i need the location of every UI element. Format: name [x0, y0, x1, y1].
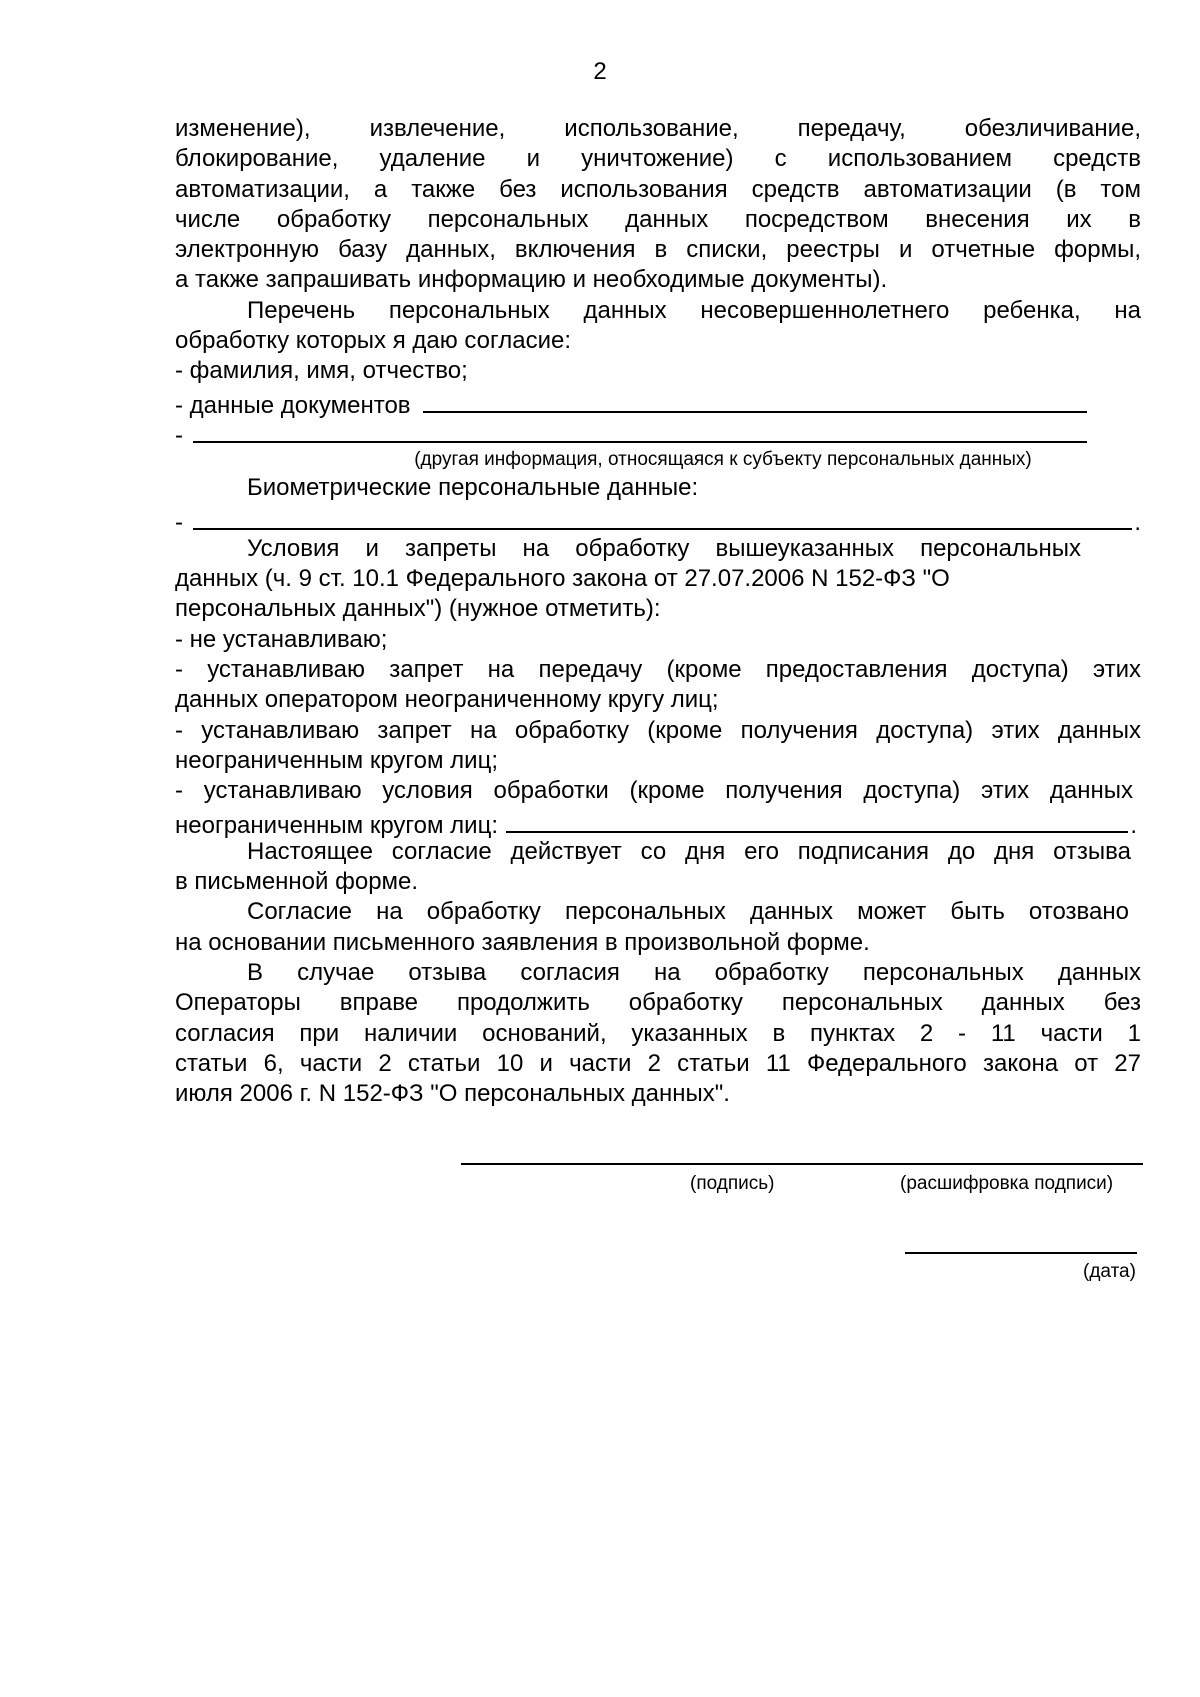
text-line: Операторы вправе продолжить обработку персональных данных без — [175, 989, 1141, 1017]
text-line: изменение), извлечение, использование, передачу, обезличивание, — [175, 115, 1141, 142]
paragraph-start: Биометрические персональные данные: — [247, 474, 699, 502]
paragraph-start: Настоящее согласие действует со дня его подписания до дня отзыва — [247, 837, 1131, 865]
documents-label: - данные документов — [175, 391, 411, 419]
text-line: статьи 6, части 2 статьи 10 и части 2 статьи 11 Федерального закона от 27 — [175, 1049, 1141, 1077]
paragraph-start: Согласие на обработку персональных данных может быть отозвано — [247, 898, 1129, 926]
conditions-field-row — [175, 807, 1141, 837]
list-item: - устанавливаю запрет на обработку (кроме получения доступа) этих данных — [175, 716, 1141, 744]
list-item: - устанавливаю условия обработки (кроме получения доступа) этих данных — [175, 777, 1133, 805]
page-number: 2 — [593, 58, 607, 85]
text-line: данных оператором неограниченному кругу лиц; — [175, 686, 719, 714]
text-line: автоматизации, а также без использования средств автоматизации (в том — [175, 175, 1141, 203]
date-caption: (дата) — [1083, 1261, 1136, 1282]
biometric-field-row — [175, 504, 1141, 534]
text-line: данных (ч. 9 ст. 10.1 Федерального закона от 27.07.2006 N 152-ФЗ "О — [175, 565, 950, 593]
conditions-blank-line[interactable] — [506, 807, 1128, 833]
text-line: персональных данных") (нужное отметить): — [175, 595, 661, 623]
text-line: электронную базу данных, включения в списки, реестры и отчетные формы, — [175, 236, 1141, 264]
date-line[interactable] — [905, 1252, 1137, 1254]
signature-line[interactable] — [461, 1163, 1143, 1165]
list-item: - устанавливаю запрет на передачу (кроме предоставления доступа) этих — [175, 656, 1141, 684]
text-line: числе обработку персональных данных посредством внесения их в — [175, 205, 1141, 233]
text-line: а также запрашивать информацию и необходимые документы). — [175, 266, 888, 294]
text-line: блокирование, удаление и уничтожение) с использованием средств — [175, 145, 1141, 173]
conditions-label: неограниченным кругом лиц: — [175, 811, 498, 839]
paragraph-start: Условия и запреты на обработку вышеуказанных персональных — [247, 534, 1081, 562]
other-info-field-row — [175, 417, 1141, 447]
text-line: на основании письменного заявления в произвольной форме. — [175, 928, 870, 956]
list-item: - фамилия, имя, отчество; — [175, 357, 468, 385]
biometric-blank-line[interactable] — [193, 504, 1132, 530]
paragraph-start: В случае отзыва согласия на обработку персональных данных — [247, 959, 1141, 987]
list-item: - не устанавливаю; — [175, 625, 388, 653]
text-line: обработку которых я даю согласие: — [175, 327, 572, 355]
text-line: в письменной форме. — [175, 868, 419, 896]
period: . — [1134, 508, 1141, 536]
documents-blank-line[interactable] — [423, 387, 1087, 413]
documents-field-row — [175, 387, 1141, 417]
text-line: июля 2006 г. N 152-ФЗ "О персональных данных". — [175, 1080, 730, 1108]
other-info-caption: (другая информация, относящаяся к субъекту персональных данных) — [414, 449, 1032, 471]
dash: - — [175, 508, 183, 536]
signature-decoding-caption: (расшифровка подписи) — [900, 1173, 1114, 1194]
text-line: неограниченным кругом лиц; — [175, 746, 498, 774]
paragraph-start: Перечень персональных данных несовершеннолетнего ребенка, на — [247, 296, 1141, 324]
document-body — [175, 114, 1141, 1110]
signature-caption: (подпись) — [690, 1173, 775, 1194]
dash: - — [175, 421, 183, 449]
period: . — [1130, 811, 1137, 839]
text-line: согласия при наличии оснований, указанных в пунктах 2 - 11 части 1 — [175, 1019, 1141, 1047]
other-info-blank-line[interactable] — [193, 417, 1087, 443]
